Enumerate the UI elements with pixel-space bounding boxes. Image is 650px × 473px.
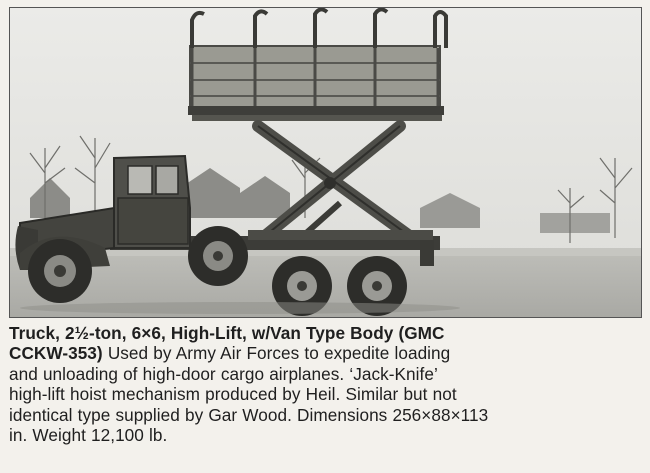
truck-photograph	[9, 7, 642, 318]
photo-illustration	[10, 8, 641, 317]
caption-line-2	[9, 343, 643, 363]
caption-model: CCKW-353)	[9, 343, 103, 364]
caption-line-4: high-lift hoist mechanism produced by Heil. Similar but not	[9, 384, 457, 405]
caption-line-1	[9, 323, 643, 343]
caption-text	[9, 323, 643, 445]
caption-title: Truck, 2½-ton, 6×6, High-Lift, w/Van Type Body (GMC	[9, 323, 445, 343]
caption-line-5: identical type supplied by Gar Wood. Dimensions 256×88×113	[9, 404, 489, 425]
caption-line-6: in. Weight 12,100 lb.	[9, 425, 168, 446]
caption-line-3: and unloading of high-door cargo airplanes. ‘Jack-Knife’	[9, 363, 438, 384]
caption-description-start: Used by Army Air Forces to expedite loading	[102, 343, 451, 364]
